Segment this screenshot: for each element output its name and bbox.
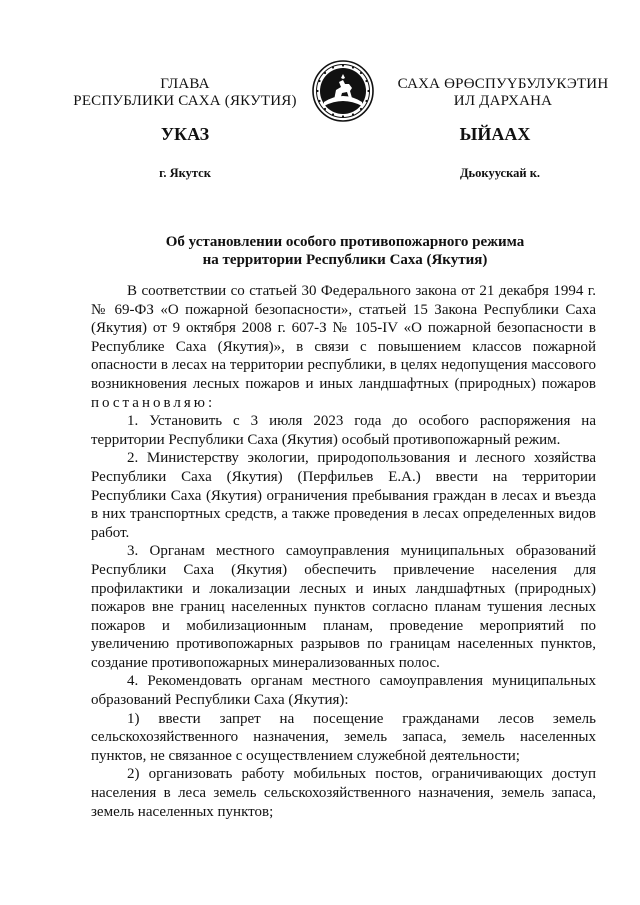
doc-type-right: ЫЙААХ — [459, 124, 531, 144]
item-paragraph: 2. Министерству экологии, природопользования и лесного хозяйства Республики Саха (Якутия) (Перфильев Е.А.) ввести на территории Республики Саха (Якутия) ограничения пребывания граждан в лесах и въезда в них транспортных средств, а также проведения в лесах определенных видов работ. — [91, 450, 596, 541]
decree-title-line2: на территории Республики Саха (Якутия) — [202, 252, 488, 268]
preamble-text: В соответствии со статьей 30 Федерального закона от 21 декабря 1994 г. № 69-ФЗ «О пожарной безопасности», статьей 15 Закона Республики Саха (Якутия) от 9 октября 2008 г. 607-З № 105-IV «О пожарной безопасности в Республике Саха (Якутия)», в связи с повышением классов пожарной опасности в лесах на территории республики, в целях недопущения массового возникновения лесных пожаров и иных ландшафтных (природных) пожаров — [91, 283, 596, 392]
preamble-paragraph — [91, 282, 596, 412]
place-left: г. Якутск — [159, 166, 211, 180]
place-right: Дьокуускай к. — [459, 166, 541, 180]
item-paragraph: 3. Органам местного самоуправления муниципальных образований Республики Саха (Якутия) обеспечить привлечение населения для профилактики и локализации лесных и иных ландшафтных (природных) пожаров вне границ населенных пунктов согласно планам тушения лесных пожаров и мобилизационным планам, проведение мероприятий по увеличению противопожарных разрывов по границам населенных пунктов, создание противопожарных минерализованных полос. — [91, 543, 596, 671]
decree-body — [91, 282, 596, 821]
header-left-line2: РЕСПУБЛИКИ САХА (ЯКУТИЯ) — [73, 93, 297, 109]
item-paragraph: 4. Рекомендовать органам местного самоуправления муниципальных образований Республики Саха (Якутия): — [91, 673, 596, 709]
header-right-line2: ИЛ ДАРХАНА — [453, 93, 553, 109]
subitem-paragraph: 1) ввести запрет на посещение гражданами лесов земель сельскохозяйственного назначения, земель запаса, земель населенных пунктов, не связанное с осуществлением служебной деятельности; — [91, 710, 596, 764]
item-paragraph: 1. Установить с 3 июля 2023 года до особого распоряжения на территории Республики Саха (Якутия) особый противопожарный режим. — [91, 413, 596, 448]
header-left-line1: ГЛАВА — [160, 76, 210, 92]
coat-of-arms-icon — [312, 60, 374, 122]
header-left — [60, 76, 310, 110]
decree-word: постановляю: — [91, 394, 216, 411]
doc-type-left: УКАЗ — [160, 124, 210, 144]
subitem-paragraph: 2) организовать работу мобильных постов, ограничивающих доступ населения в леса земель сельскохозяйственного назначения, земель запаса, земель населенных пунктов; — [91, 766, 596, 820]
header-right-line1: САХА ӨРӨСПУҮБУЛУКЭТИН — [397, 76, 609, 92]
decree-title — [100, 233, 590, 269]
decree-title-line1: Об установлении особого противопожарного режима — [165, 234, 525, 250]
header-right — [388, 76, 618, 110]
